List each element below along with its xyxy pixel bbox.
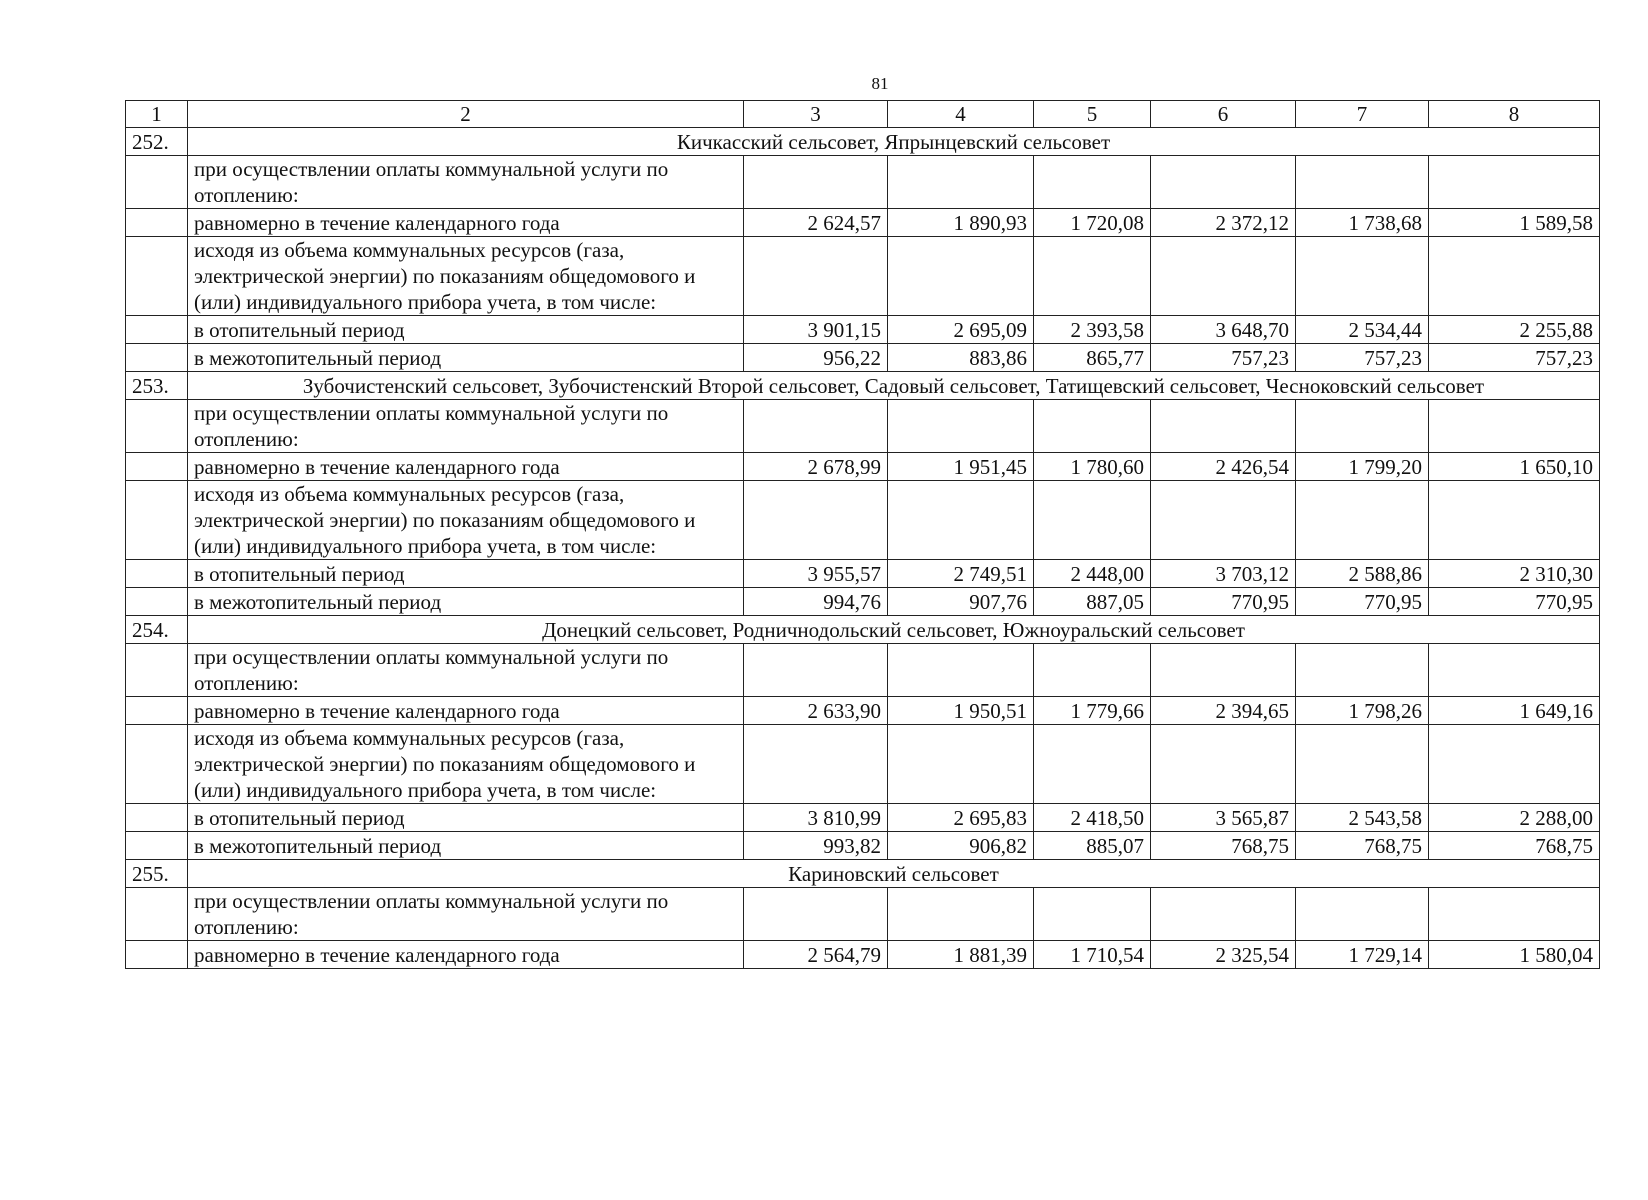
- table-row: [126, 237, 1600, 316]
- value-cell: [1296, 725, 1429, 804]
- value-cell: [1296, 644, 1429, 697]
- value-cell: 2 418,50: [1034, 804, 1151, 832]
- value-cell: 1 710,54: [1034, 941, 1151, 969]
- empty-number-cell: [126, 888, 188, 941]
- section-header-row: [126, 616, 1600, 644]
- value-cell: 757,23: [1151, 344, 1296, 372]
- section-title: Донецкий сельсовет, Родничнодольский сельсовет, Южноуральский сельсовет: [188, 616, 1600, 644]
- table-row: [126, 725, 1600, 804]
- value-cell: 757,23: [1296, 344, 1429, 372]
- section-number: 253.: [126, 372, 188, 400]
- empty-number-cell: [126, 725, 188, 804]
- row-label: при осуществлении оплаты коммунальной услуги по отоплению:: [188, 400, 744, 453]
- value-cell: [1429, 888, 1600, 941]
- column-number: 3: [744, 101, 888, 128]
- column-number: 2: [188, 101, 744, 128]
- value-cell: 2 633,90: [744, 697, 888, 725]
- value-cell: [1034, 644, 1151, 697]
- value-cell: 770,95: [1296, 588, 1429, 616]
- value-cell: [744, 725, 888, 804]
- row-label: равномерно в течение календарного года: [188, 697, 744, 725]
- value-cell: 1 738,68: [1296, 209, 1429, 237]
- value-cell: 3 810,99: [744, 804, 888, 832]
- value-cell: [1151, 644, 1296, 697]
- tariff-table: [125, 100, 1600, 969]
- value-cell: [1034, 156, 1151, 209]
- value-cell: [888, 400, 1034, 453]
- section-header-row: [126, 128, 1600, 156]
- value-cell: [1034, 725, 1151, 804]
- value-cell: 2 394,65: [1151, 697, 1296, 725]
- row-label: в межотопительный период: [188, 588, 744, 616]
- empty-number-cell: [126, 697, 188, 725]
- row-label: равномерно в течение календарного года: [188, 941, 744, 969]
- empty-number-cell: [126, 644, 188, 697]
- row-label: в отопительный период: [188, 560, 744, 588]
- empty-number-cell: [126, 400, 188, 453]
- value-cell: 2 749,51: [888, 560, 1034, 588]
- value-cell: [888, 888, 1034, 941]
- row-label: в отопительный период: [188, 316, 744, 344]
- value-cell: 993,82: [744, 832, 888, 860]
- section-number: 252.: [126, 128, 188, 156]
- value-cell: 2 255,88: [1429, 316, 1600, 344]
- column-number: 8: [1429, 101, 1600, 128]
- value-cell: 956,22: [744, 344, 888, 372]
- value-cell: 1 649,16: [1429, 697, 1600, 725]
- value-cell: 3 565,87: [1151, 804, 1296, 832]
- value-cell: [1034, 481, 1151, 560]
- empty-number-cell: [126, 453, 188, 481]
- value-cell: [1151, 725, 1296, 804]
- value-cell: 3 901,15: [744, 316, 888, 344]
- section-number: 255.: [126, 860, 188, 888]
- value-cell: 1 951,45: [888, 453, 1034, 481]
- value-cell: 2 564,79: [744, 941, 888, 969]
- value-cell: 906,82: [888, 832, 1034, 860]
- value-cell: 2 543,58: [1296, 804, 1429, 832]
- value-cell: [744, 400, 888, 453]
- row-label: при осуществлении оплаты коммунальной услуги по отоплению:: [188, 888, 744, 941]
- value-cell: 1 881,39: [888, 941, 1034, 969]
- column-number: 6: [1151, 101, 1296, 128]
- value-cell: 2 624,57: [744, 209, 888, 237]
- empty-number-cell: [126, 481, 188, 560]
- section-number: 254.: [126, 616, 188, 644]
- row-label: равномерно в течение календарного года: [188, 453, 744, 481]
- value-cell: [1034, 400, 1151, 453]
- empty-number-cell: [126, 237, 188, 316]
- column-number: 1: [126, 101, 188, 128]
- row-label: в межотопительный период: [188, 832, 744, 860]
- section-title: Кичкасский сельсовет, Япрынцевский сельсовет: [188, 128, 1600, 156]
- value-cell: 883,86: [888, 344, 1034, 372]
- value-cell: 2 695,09: [888, 316, 1034, 344]
- value-cell: 1 950,51: [888, 697, 1034, 725]
- column-number: 4: [888, 101, 1034, 128]
- value-cell: 885,07: [1034, 832, 1151, 860]
- value-cell: 994,76: [744, 588, 888, 616]
- value-cell: [1151, 156, 1296, 209]
- section-title: Кариновский сельсовет: [188, 860, 1600, 888]
- empty-number-cell: [126, 804, 188, 832]
- value-cell: [1151, 481, 1296, 560]
- value-cell: 1 890,93: [888, 209, 1034, 237]
- section-header-row: [126, 372, 1600, 400]
- row-label: равномерно в течение календарного года: [188, 209, 744, 237]
- value-cell: 768,75: [1429, 832, 1600, 860]
- value-cell: 768,75: [1296, 832, 1429, 860]
- value-cell: [1429, 725, 1600, 804]
- column-number-row: [126, 101, 1600, 128]
- value-cell: 2 393,58: [1034, 316, 1151, 344]
- empty-number-cell: [126, 156, 188, 209]
- value-cell: [744, 481, 888, 560]
- table-row: [126, 400, 1600, 453]
- value-cell: [888, 481, 1034, 560]
- table-row: [126, 560, 1600, 588]
- row-label: при осуществлении оплаты коммунальной услуги по отоплению:: [188, 156, 744, 209]
- value-cell: 1 729,14: [1296, 941, 1429, 969]
- value-cell: [1429, 237, 1600, 316]
- empty-number-cell: [126, 832, 188, 860]
- value-cell: 2 534,44: [1296, 316, 1429, 344]
- value-cell: 1 779,66: [1034, 697, 1151, 725]
- table-row: [126, 644, 1600, 697]
- value-cell: 2 448,00: [1034, 560, 1151, 588]
- table-row: [126, 316, 1600, 344]
- column-number: 5: [1034, 101, 1151, 128]
- row-label: в межотопительный период: [188, 344, 744, 372]
- value-cell: [744, 237, 888, 316]
- row-label: при осуществлении оплаты коммунальной услуги по отоплению:: [188, 644, 744, 697]
- value-cell: [1151, 237, 1296, 316]
- value-cell: 770,95: [1151, 588, 1296, 616]
- table-row: [126, 888, 1600, 941]
- value-cell: 1 650,10: [1429, 453, 1600, 481]
- value-cell: 1 799,20: [1296, 453, 1429, 481]
- value-cell: [744, 644, 888, 697]
- row-label: исходя из объема коммунальных ресурсов (газа, электрической энергии) по показаниям общедомового и (или) индивидуального прибора учета, в том числе:: [188, 481, 744, 560]
- value-cell: [1429, 400, 1600, 453]
- value-cell: [888, 237, 1034, 316]
- column-number: 7: [1296, 101, 1429, 128]
- table-row: [126, 209, 1600, 237]
- empty-number-cell: [126, 316, 188, 344]
- value-cell: [1429, 481, 1600, 560]
- table-row: [126, 344, 1600, 372]
- value-cell: 2 310,30: [1429, 560, 1600, 588]
- value-cell: 1 589,58: [1429, 209, 1600, 237]
- page-number: 81: [871, 74, 889, 93]
- value-cell: [1296, 237, 1429, 316]
- value-cell: [888, 725, 1034, 804]
- table-row: [126, 804, 1600, 832]
- value-cell: [1429, 156, 1600, 209]
- section-title: Зубочистенский сельсовет, Зубочистенский Второй сельсовет, Садовый сельсовет, Татищевский сельсовет, Чесноковский сельсовет: [188, 372, 1600, 400]
- value-cell: 3 955,57: [744, 560, 888, 588]
- value-cell: [1034, 888, 1151, 941]
- value-cell: [888, 644, 1034, 697]
- value-cell: [1151, 400, 1296, 453]
- value-cell: 2 678,99: [744, 453, 888, 481]
- value-cell: [1151, 888, 1296, 941]
- value-cell: 887,05: [1034, 588, 1151, 616]
- empty-number-cell: [126, 941, 188, 969]
- value-cell: 2 325,54: [1151, 941, 1296, 969]
- value-cell: [744, 888, 888, 941]
- value-cell: 2 695,83: [888, 804, 1034, 832]
- value-cell: 768,75: [1151, 832, 1296, 860]
- value-cell: 2 426,54: [1151, 453, 1296, 481]
- value-cell: 1 720,08: [1034, 209, 1151, 237]
- table-row: [126, 453, 1600, 481]
- empty-number-cell: [126, 588, 188, 616]
- value-cell: [1034, 237, 1151, 316]
- value-cell: 2 288,00: [1429, 804, 1600, 832]
- value-cell: 3 703,12: [1151, 560, 1296, 588]
- value-cell: [1296, 481, 1429, 560]
- table-row: [126, 481, 1600, 560]
- row-label: исходя из объема коммунальных ресурсов (газа, электрической энергии) по показаниям общедомового и (или) индивидуального прибора учета, в том числе:: [188, 725, 744, 804]
- empty-number-cell: [126, 560, 188, 588]
- value-cell: 2 588,86: [1296, 560, 1429, 588]
- value-cell: 1 780,60: [1034, 453, 1151, 481]
- value-cell: [1429, 644, 1600, 697]
- table-row: [126, 156, 1600, 209]
- table-row: [126, 832, 1600, 860]
- table-row: [126, 697, 1600, 725]
- value-cell: [1296, 400, 1429, 453]
- empty-number-cell: [126, 344, 188, 372]
- table-row: [126, 941, 1600, 969]
- value-cell: 757,23: [1429, 344, 1600, 372]
- value-cell: 1 798,26: [1296, 697, 1429, 725]
- value-cell: 2 372,12: [1151, 209, 1296, 237]
- table-body: [126, 101, 1600, 969]
- section-header-row: [126, 860, 1600, 888]
- value-cell: 865,77: [1034, 344, 1151, 372]
- value-cell: 1 580,04: [1429, 941, 1600, 969]
- table-row: [126, 588, 1600, 616]
- value-cell: [1296, 156, 1429, 209]
- row-label: в отопительный период: [188, 804, 744, 832]
- value-cell: [1296, 888, 1429, 941]
- value-cell: 770,95: [1429, 588, 1600, 616]
- row-label: исходя из объема коммунальных ресурсов (газа, электрической энергии) по показаниям общедомового и (или) индивидуального прибора учета, в том числе:: [188, 237, 744, 316]
- empty-number-cell: [126, 209, 188, 237]
- value-cell: 3 648,70: [1151, 316, 1296, 344]
- value-cell: [888, 156, 1034, 209]
- value-cell: [744, 156, 888, 209]
- value-cell: 907,76: [888, 588, 1034, 616]
